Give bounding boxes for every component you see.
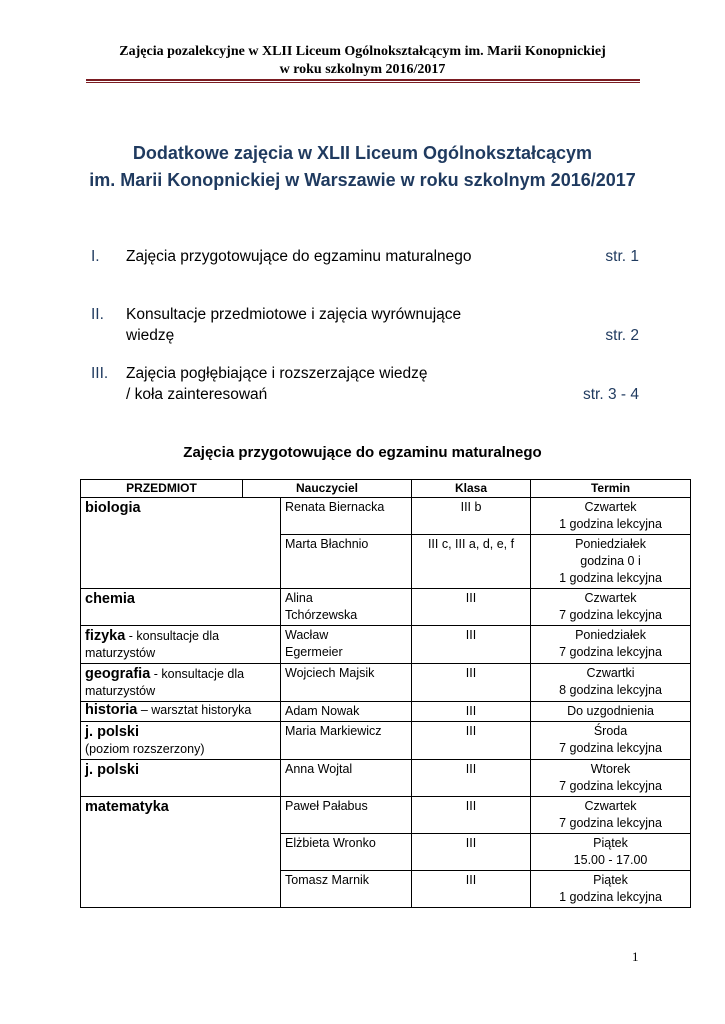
teacher-cell — [281, 626, 412, 664]
teacher-cell: Renata Biernacka — [281, 498, 412, 535]
schedule-line: Poniedziałek — [575, 628, 646, 642]
toc-page: str. 2 — [605, 327, 639, 344]
class-cell: III — [412, 722, 531, 760]
teacher-cell: Elżbieta Wronko — [281, 834, 412, 871]
class-cell: III — [412, 702, 531, 722]
teacher-cell: Maria Markiewicz — [281, 722, 412, 760]
toc-number: III. — [91, 365, 109, 382]
teacher-cell: Adam Nowak — [281, 702, 412, 722]
teacher-cell: Tomasz Marnik — [281, 871, 412, 908]
class-cell: III — [412, 626, 531, 664]
toc-number: II. — [91, 306, 104, 323]
schedule-cell — [531, 760, 691, 797]
toc-page: str. 3 - 4 — [583, 386, 639, 403]
header-rule — [86, 79, 640, 83]
table-row — [81, 498, 691, 535]
subject-note-line-2: maturzystów — [85, 646, 156, 660]
schedule-cell — [531, 626, 691, 664]
teacher-cell: Wojciech Majsik — [281, 664, 412, 702]
schedule-line: Czwartki — [586, 666, 635, 680]
subject-cell — [81, 702, 281, 722]
schedule-line: 7 godzina lekcyjna — [559, 645, 662, 659]
table-row — [81, 760, 691, 797]
table-row — [81, 626, 691, 664]
column-header-termin: Termin — [531, 480, 691, 498]
section-heading: Zajęcia przygotowujące do egzaminu maturalnego — [183, 444, 542, 461]
schedule-line: Czwartek — [584, 591, 637, 605]
subject-name: geografia — [85, 666, 151, 682]
schedule-line: 7 godzina lekcyjna — [559, 816, 662, 830]
document-title-line-2: im. Marii Konopnickiej w Warszawie w roku szkolnym 2016/2017 — [89, 170, 636, 190]
schedule-table — [80, 479, 691, 908]
subject-cell — [81, 589, 281, 626]
schedule-cell — [531, 797, 691, 834]
schedule-line: 7 godzina lekcyjna — [559, 608, 662, 622]
class-cell: III — [412, 589, 531, 626]
toc-text-line-2: / koła zainteresowań — [126, 386, 268, 403]
schedule-line: Piątek — [593, 873, 628, 887]
schedule-cell — [531, 589, 691, 626]
page-number: 1 — [632, 949, 639, 964]
table-row — [81, 702, 691, 722]
subject-name: fizyka — [85, 628, 126, 644]
class-cell: III — [412, 664, 531, 702]
toc-text: Zajęcia przygotowujące do egzaminu maturalnego — [126, 248, 472, 265]
subject-name: biologia — [85, 500, 141, 516]
schedule-line: 1 godzina lekcyjna — [559, 890, 662, 904]
class-cell: III — [412, 871, 531, 908]
running-header-line-2: w roku szkolnym 2016/2017 — [279, 62, 446, 77]
schedule-line: Piątek — [593, 836, 628, 850]
toc-text-line-2: wiedzę — [126, 327, 175, 344]
subject-name: j. polski — [85, 724, 139, 740]
schedule-line: Środa — [593, 724, 628, 738]
column-header-przedmiot: PRZEDMIOT — [81, 480, 243, 498]
column-header-klasa: Klasa — [412, 480, 531, 498]
subject-cell — [81, 797, 281, 908]
document-title — [0, 140, 725, 194]
subject-cell — [81, 626, 281, 664]
column-header-nauczyciel: Nauczyciel — [243, 480, 412, 498]
teacher-line: Egermeier — [285, 645, 343, 659]
schedule-cell — [531, 834, 691, 871]
subject-note-line-2: maturzystów — [85, 684, 156, 698]
teacher-cell: Marta Błachnio — [281, 535, 412, 589]
subject-name: j. polski — [85, 762, 139, 778]
teacher-line: Wacław — [285, 628, 329, 642]
class-cell: III — [412, 760, 531, 797]
document-title-line-1: Dodatkowe zajęcia w XLII Liceum Ogólnokształcącym — [132, 143, 593, 163]
schedule-line: Czwartek — [584, 799, 637, 813]
subject-name: historia — [85, 702, 138, 718]
subject-cell — [81, 722, 281, 760]
schedule-cell — [531, 498, 691, 535]
class-cell: III c, III a, d, e, f — [412, 535, 531, 589]
table-row — [81, 797, 691, 834]
table-row — [81, 589, 691, 626]
schedule-cell: Do uzgodnienia — [531, 702, 691, 722]
subject-note: - konsultacje dla — [150, 667, 245, 681]
schedule-line: Poniedziałek — [575, 537, 646, 551]
schedule-line: godzina 0 i — [580, 554, 641, 568]
schedule-line: 1 godzina lekcyjna — [559, 517, 662, 531]
toc-page: str. 1 — [605, 248, 639, 265]
running-header-line-1: Zajęcia pozalekcyjne w XLII Liceum Ogólnokształcącym im. Marii Konopnickiej — [119, 44, 606, 59]
table-row — [81, 664, 691, 702]
subject-cell — [81, 664, 281, 702]
schedule-line: Wtorek — [590, 762, 631, 776]
teacher-cell: Paweł Pałabus — [281, 797, 412, 834]
subject-cell — [81, 760, 281, 797]
schedule-line: 1 godzina lekcyjna — [559, 571, 662, 585]
schedule-cell — [531, 722, 691, 760]
toc-text-line-1: Konsultacje przedmiotowe i zajęcia wyrównujące — [126, 306, 462, 323]
schedule-line: Czwartek — [584, 500, 637, 514]
class-cell: III b — [412, 498, 531, 535]
teacher-cell — [281, 589, 412, 626]
toc-number: I. — [91, 248, 100, 265]
toc-text-line-1: Zajęcia pogłębiające i rozszerzające wiedzę — [126, 365, 428, 382]
subject-cell — [81, 498, 281, 589]
schedule-line: 7 godzina lekcyjna — [559, 779, 662, 793]
subject-name: matematyka — [85, 799, 169, 815]
subject-note: (poziom rozszerzony) — [85, 742, 205, 756]
schedule-line: 15.00 - 17.00 — [573, 853, 648, 867]
schedule-cell — [531, 664, 691, 702]
class-cell: III — [412, 834, 531, 871]
table-header-row — [81, 480, 691, 498]
class-cell: III — [412, 797, 531, 834]
teacher-line: Alina — [285, 591, 313, 605]
subject-name: chemia — [85, 591, 135, 607]
teacher-line: Tchórzewska — [285, 608, 358, 622]
subject-note: – warsztat historyka — [137, 703, 252, 717]
schedule-line: 7 godzina lekcyjna — [559, 741, 662, 755]
subject-note: - konsultacje dla — [125, 629, 220, 643]
table-row — [81, 722, 691, 760]
schedule-cell — [531, 535, 691, 589]
schedule-line: 8 godzina lekcyjna — [559, 683, 662, 697]
running-header — [0, 43, 725, 79]
teacher-cell: Anna Wojtal — [281, 760, 412, 797]
schedule-cell — [531, 871, 691, 908]
